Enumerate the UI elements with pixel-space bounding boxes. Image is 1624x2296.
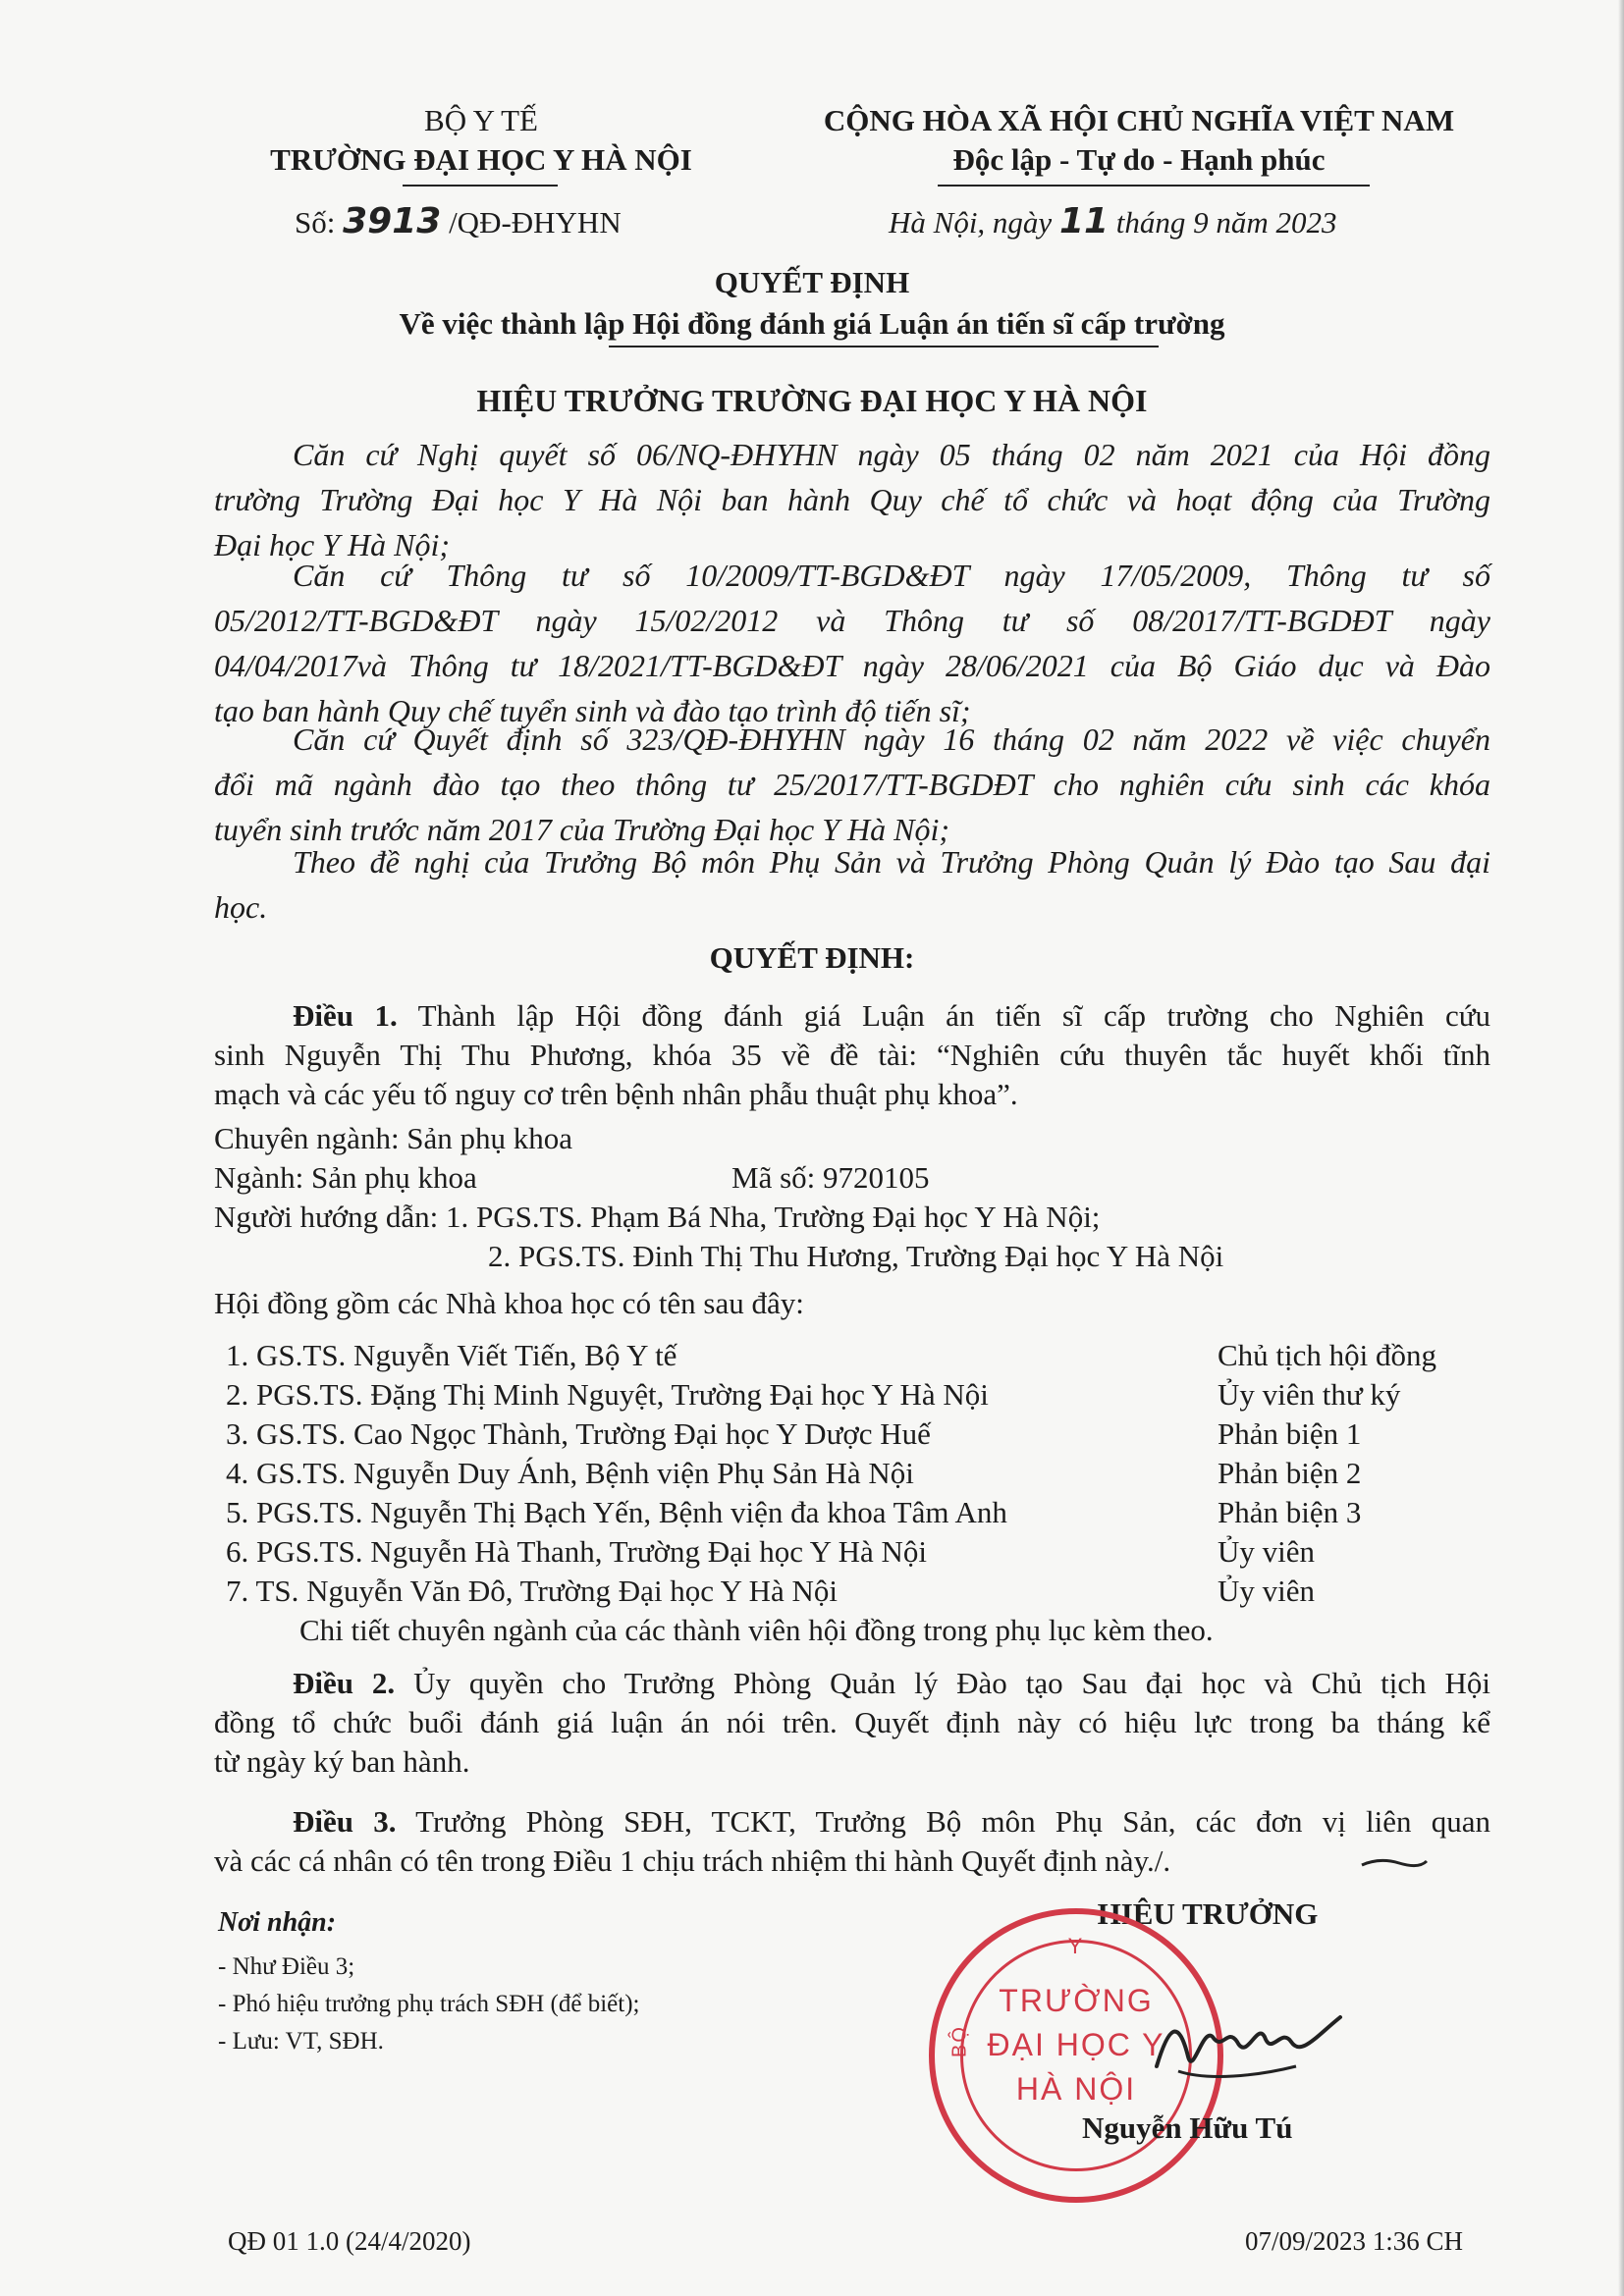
specialty: Chuyên ngành: Sản phụ khoa [214,1121,573,1155]
preamble-1-line-2: trường Trường Đại học Y Hà Nội ban hành Quy chế tổ chức và hoạt động của Trường [214,482,1490,517]
member-role: Chủ tịch hội đồng [1218,1338,1437,1372]
university-name: TRƯỜNG ĐẠI HỌC Y HÀ NỘI [270,142,692,177]
council-member [226,1456,1502,1495]
article-2 [214,1664,1490,1782]
preamble-4-line-1: Theo đề nghị của Trưởng Bộ môn Phụ Sản và Trưởng Phòng Quản lý Đào tạo Sau đại [293,844,1490,880]
article-3-text-2: và các cá nhân có tên trong Điều 1 chịu trách nhiệm thi hành Quyết định này./. [214,1843,1171,1878]
preamble-2-line-2: 05/2012/TT-BGD&ĐT ngày 15/02/2012 và Thông tư số 08/2017/TT-BGDĐT ngày [214,603,1490,638]
preamble-3 [214,717,1490,852]
form-code: QĐ 01 1.0 (24/4/2020) [228,2226,471,2256]
member-name: 2. PGS.TS. Đặng Thị Minh Nguyệt, Trường Đại học Y Hà Nội [226,1377,989,1412]
preamble-3-line-3: tuyển sinh trước năm 2017 của Trường Đại học Y Hà Nội; [214,812,950,847]
article-2-text-3: từ ngày ký ban hành. [214,1744,470,1779]
article-1-text-3: mạch và các yếu tố nguy cơ trên bệnh nhân phẫu thuật phụ khoa”. [214,1077,1018,1111]
council-intro: Hội đồng gồm các Nhà khoa học có tên sau đây: [214,1286,804,1320]
decision-subject: Về việc thành lập Hội đồng đánh giá Luận án tiến sĩ cấp trường [399,306,1225,341]
seal-line-1: TRƯỜNG [999,1983,1154,2018]
signer-name: Nguyễn Hữu Tú [1082,2110,1293,2145]
member-name: 7. TS. Nguyễn Văn Đô, Trường Đại học Y Hà Nội [226,1574,839,1608]
handwritten-signature [1149,1998,1345,2096]
council-member [226,1574,1502,1613]
advisor-1: Người hướng dẫn: 1. PGS.TS. Phạm Bá Nha, Trường Đại học Y Hà Nội; [214,1200,1101,1234]
closing-flourish [1360,1853,1429,1873]
date-day-handwritten: 11 [1058,201,1110,241]
member-name: 4. GS.TS. Nguyễn Duy Ánh, Bệnh viện Phụ Sản Hà Nội [226,1456,914,1490]
preamble-2-line-1: Căn cứ Thông tư số 10/2009/TT-BGD&ĐT ngày 17/05/2009, Thông tư số [293,558,1490,593]
article-1-label: Điều 1. [293,998,398,1033]
council-member [226,1338,1502,1377]
field: Ngành: Sản phụ khoa [214,1160,477,1195]
council-member [226,1377,1502,1416]
article-1-text-2: sinh Nguyễn Thị Thu Phương, khóa 35 về đề tài: “Nghiên cứu thuyên tắc huyết khối tĩnh [214,1038,1490,1072]
member-role: Ủy viên thư ký [1218,1377,1401,1412]
signer-title: HIỆU TRƯỞNG [1097,1896,1319,1931]
number-prefix: Số: [295,205,336,240]
recipient-item: - Lưu: VT, SĐH. [218,2028,384,2055]
number-handwritten: 3913 [343,201,442,241]
member-role: Phản biện 2 [1218,1456,1362,1490]
preamble-2-line-4: tạo ban hành Quy chế tuyển sinh và đào tạo trình độ tiến sĩ; [214,693,971,728]
article-2-text-1: Ủy quyền cho Trưởng Phòng Quản lý Đào tạo Sau đại học và Chủ tịch Hội [395,1666,1491,1700]
subject-rule [609,346,1159,347]
ministry-name: BỘ Y TẾ [424,103,538,137]
article-2-text-2: đồng tổ chức buổi đánh giá luận án nói trên. Quyết định này có hiệu lực trong ba tháng kể [214,1705,1490,1739]
advisor-2: 2. PGS.TS. Đinh Thị Thu Hương, Trường Đại học Y Hà Nội [488,1239,1224,1273]
article-3-label: Điều 3. [293,1804,397,1839]
recipient-item: - Như Điều 3; [218,1953,355,1980]
article-3-line-1 [214,1802,1490,1842]
issuing-authority: HIỆU TRƯỞNG TRƯỜNG ĐẠI HỌC Y HÀ NỘI [476,383,1148,418]
council-member [226,1495,1502,1534]
preamble-1-line-3: Đại học Y Hà Nội; [214,527,450,562]
preamble-2 [214,553,1490,733]
header-right-rule [938,185,1370,187]
appendix-note: Chi tiết chuyên ngành của các thành viên hội đồng trong phụ lục kèm theo. [299,1613,1214,1647]
member-name: 5. PGS.TS. Nguyễn Thị Bạch Yến, Bệnh viện đa khoa Tâm Anh [226,1495,1007,1529]
preamble-2-line-3: 04/04/2017và Thông tư 18/2021/TT-BGD&ĐT ngày 28/06/2021 của Bộ Giáo dục và Đào [214,648,1490,683]
member-name: 6. PGS.TS. Nguyễn Hà Thanh, Trường Đại học Y Hà Nội [226,1534,928,1569]
article-3-text-1: Trưởng Phòng SĐH, TCKT, Trưởng Bộ môn Phụ Sản, các đơn vị liên quan [396,1804,1491,1839]
council-member [226,1416,1502,1456]
preamble-4 [214,839,1490,930]
preamble-4-line-2: học. [214,889,268,925]
council-member [226,1534,1502,1574]
national-motto: Độc lập - Tự do - Hạnh phúc [952,142,1326,177]
member-role: Phản biện 3 [1218,1495,1362,1529]
header-left-rule [403,185,558,187]
member-name: 3. GS.TS. Cao Ngọc Thành, Trường Đại học Y Dược Huế [226,1416,931,1451]
article-2-label: Điều 2. [293,1666,396,1700]
recipient-item: - Phó hiệu trưởng phụ trách SĐH (để biết); [218,1991,640,2017]
preamble-1 [214,432,1490,567]
preamble-3-line-1: Căn cứ Quyết định số 323/QĐ-ĐHYHN ngày 16 tháng 02 năm 2022 về việc chuyển [293,721,1490,757]
article-3 [214,1802,1490,1881]
seal-line-2: ĐẠI HỌC Y [987,2027,1165,2062]
article-1 [214,996,1490,1114]
article-1-text-1: Thành lập Hội đồng đánh giá Luận án tiến sĩ cấp trường cho Nghiên cứu [397,998,1491,1033]
member-role: Phản biện 1 [1218,1416,1362,1451]
print-timestamp: 07/09/2023 1:36 CH [1245,2226,1464,2256]
member-role: Ủy viên [1218,1534,1316,1569]
seal-side-text: BỘ [948,2025,971,2057]
decision-heading: QUYẾT ĐỊNH: [709,940,915,975]
date-suffix: tháng 9 năm 2023 [1115,205,1337,240]
member-name: 1. GS.TS. Nguyễn Viết Tiến, Bộ Y tế [226,1338,677,1372]
issue-date [889,201,1337,241]
republic-name: CỘNG HÒA XÃ HỘI CHỦ NGHĨA VIỆT NAM [823,103,1455,137]
field-code: Mã số: 9720105 [731,1160,930,1195]
seal-top-letter: Y [1067,1934,1085,1958]
document-number [295,201,622,241]
preamble-3-line-2: đổi mã ngành đào tạo theo thông tư 25/2017/TT-BGDĐT cho nghiên cứu sinh các khóa [214,767,1490,802]
article-1-line-1 [214,996,1490,1036]
number-suffix: /QĐ-ĐHYHN [449,205,622,240]
decision-title: QUYẾT ĐỊNH [714,265,910,299]
recipients-heading: Nơi nhận: [218,1907,337,1938]
preamble-1-line-1: Căn cứ Nghị quyết số 06/NQ-ĐHYHN ngày 05 tháng 02 năm 2021 của Hội đồng [293,437,1490,472]
date-prefix: Hà Nội, ngày [889,205,1053,240]
member-role: Ủy viên [1218,1574,1316,1608]
seal-line-3: HÀ NỘI [1015,2071,1137,2107]
page-edge-shadow [1618,0,1624,2296]
article-2-line-1 [214,1664,1490,1703]
